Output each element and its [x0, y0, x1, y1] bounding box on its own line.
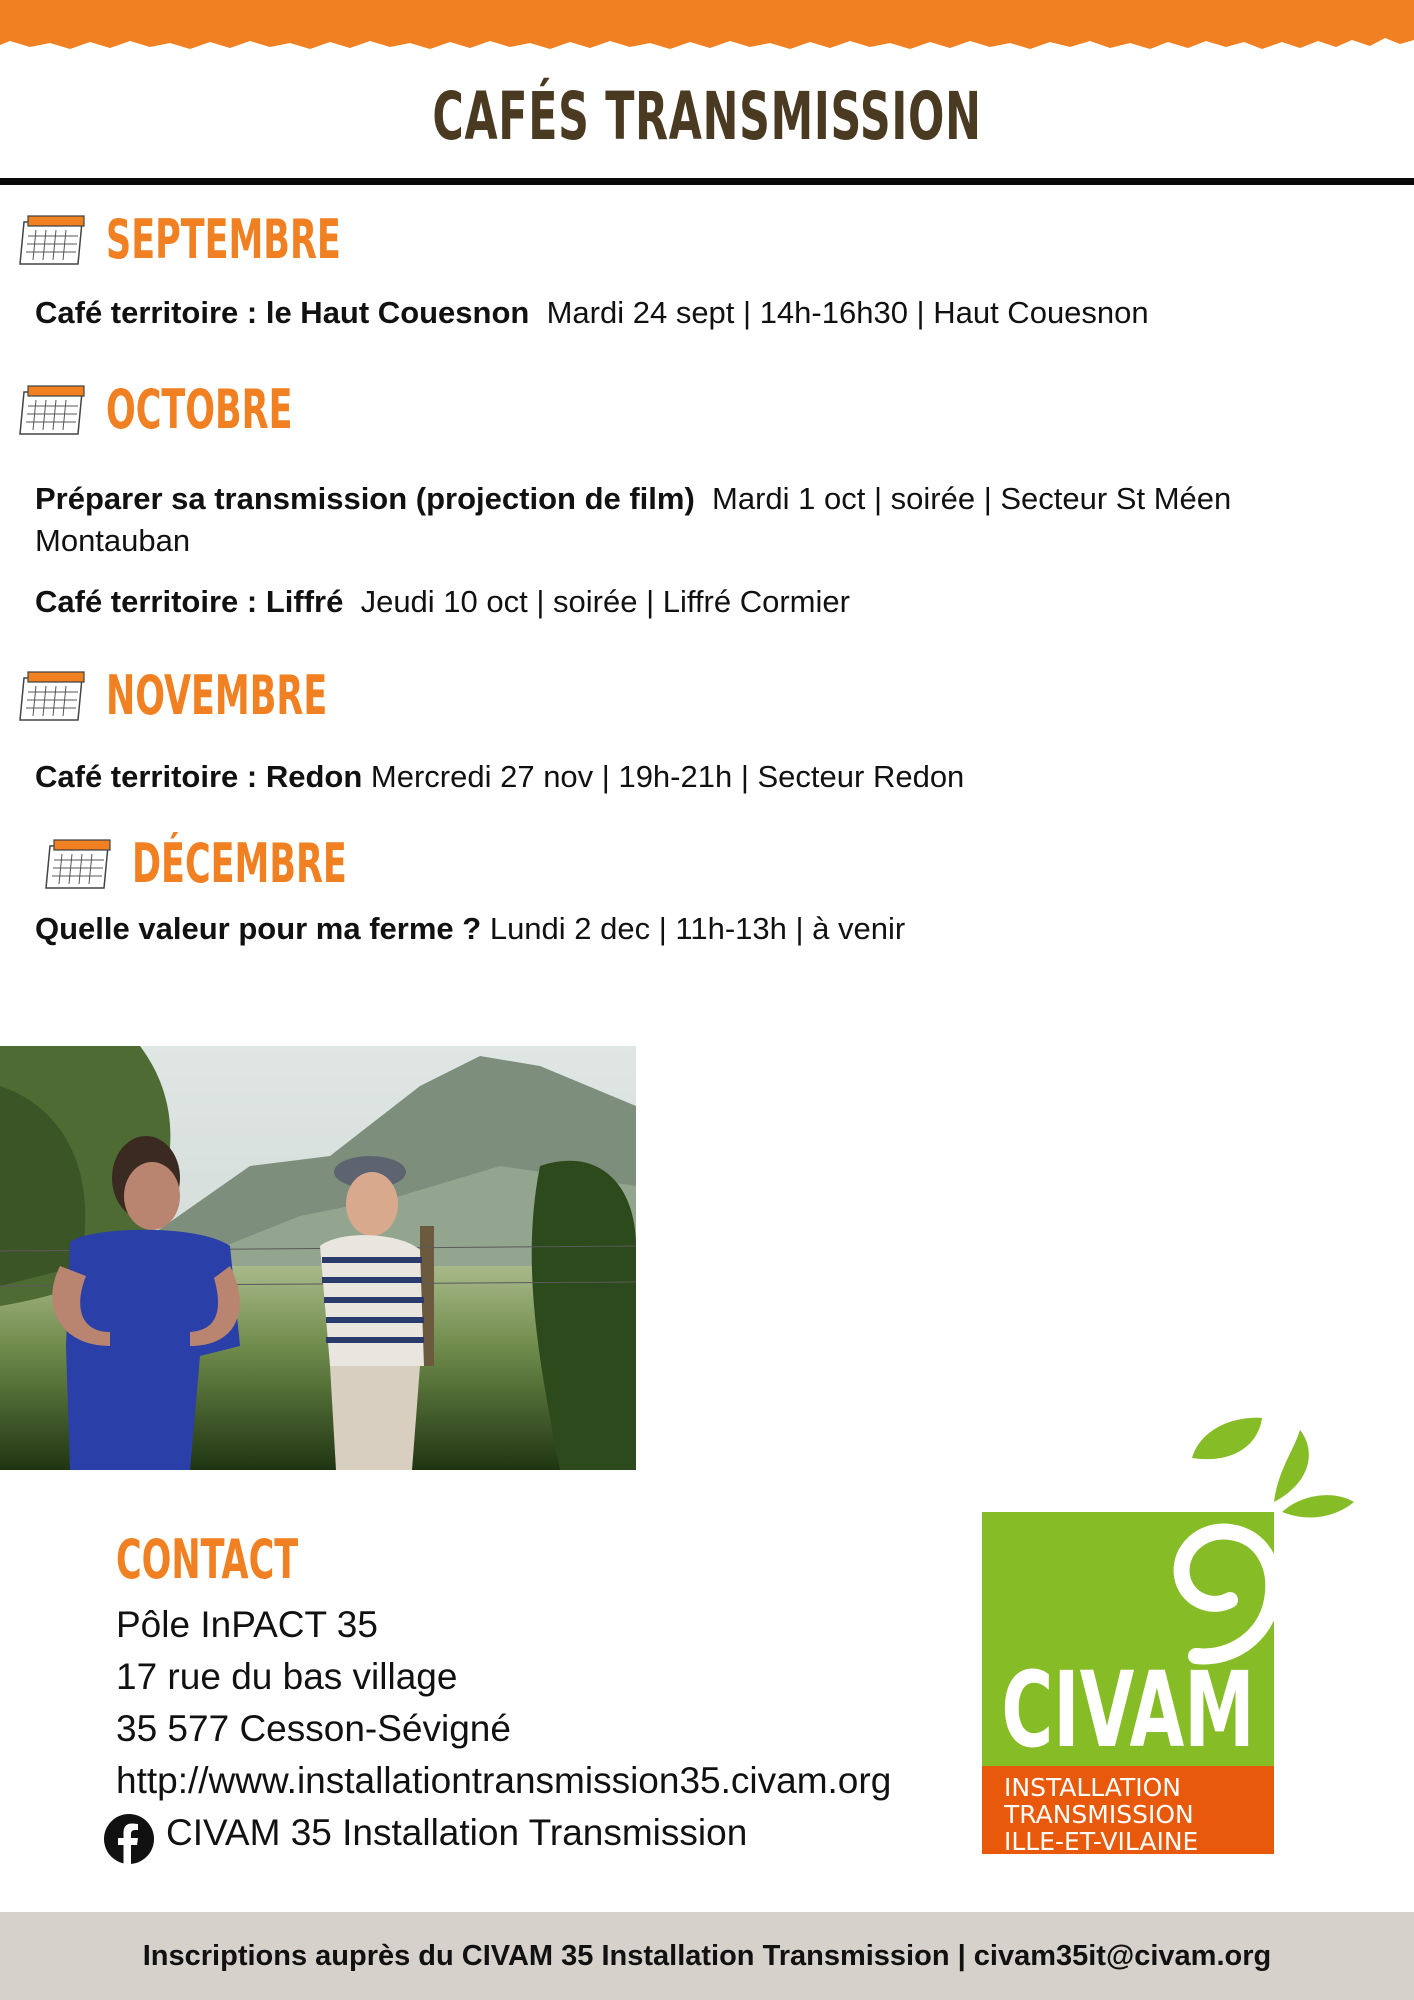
month-label: OCTOBRE — [106, 378, 293, 441]
contact-org: Pôle InPACT 35 — [116, 1604, 378, 1645]
contact-facebook-link[interactable]: CIVAM 35 Installation Transmission — [166, 1812, 748, 1853]
contact-street: 17 rue du bas village — [116, 1656, 458, 1697]
event-liffre — [35, 581, 1375, 623]
calendar-icon — [44, 836, 114, 892]
logo-line-1: INSTALLATION — [1004, 1773, 1181, 1802]
event-details: Mardi 1 oct | soirée | Secteur St Méen Montauban — [35, 481, 1232, 558]
page-title: CAFÉS TRANSMISSION — [432, 78, 982, 155]
event-details: Lundi 2 dec | 11h-13h | à venir — [489, 911, 906, 946]
contact-heading: CONTACT — [116, 1528, 299, 1591]
contact-city: 35 577 Cesson-Sévigné — [116, 1708, 511, 1749]
month-label: NOVEMBRE — [106, 664, 328, 727]
event-title: Préparer sa transmission (projection de film) — [35, 481, 695, 516]
month-heading-novembre — [18, 664, 413, 727]
title-divider — [0, 178, 1414, 185]
civam-logo — [982, 1410, 1354, 1856]
month-heading-octobre — [18, 378, 365, 441]
month-label: DÉCEMBRE — [132, 832, 347, 895]
month-heading-septembre — [18, 208, 432, 271]
event-details: Mercredi 27 nov | 19h-21h | Secteur Redon — [370, 759, 965, 794]
footer-text: Inscriptions auprès du CIVAM 35 Installation Transmission | civam35it@civam.org — [142, 1939, 1272, 1972]
event-preparer-transmission — [35, 478, 1375, 562]
logo-line-2: TRANSMISSION — [1004, 1800, 1194, 1829]
contact-website-link[interactable]: http://www.installationtransmission35.civam.org — [116, 1760, 892, 1801]
calendar-icon — [18, 212, 88, 268]
event-title: Quelle valeur pour ma ferme ? — [35, 911, 482, 946]
torn-paper-banner — [0, 0, 1414, 60]
event-title: Café territoire : le Haut Couesnon — [35, 295, 530, 330]
event-redon — [35, 756, 1375, 798]
event-valeur-ferme — [35, 908, 1375, 950]
calendar-icon — [18, 382, 88, 438]
logo-line-3: ILLE-ET-VILAINE — [1004, 1827, 1199, 1856]
event-details: Mardi 24 sept | 14h-16h30 | Haut Couesnon — [546, 295, 1149, 330]
event-title: Café territoire : Liffré — [35, 584, 344, 619]
month-label: SEPTEMBRE — [106, 208, 341, 271]
event-title: Café territoire : Redon — [35, 759, 363, 794]
event-details: Jeudi 10 oct | soirée | Liffré Cormier — [360, 584, 850, 619]
month-heading-decembre — [44, 832, 430, 895]
logo-wordmark: CIVAM — [1001, 1648, 1255, 1771]
event-haut-couesnon — [35, 292, 1375, 334]
farmers-photo — [0, 1046, 636, 1470]
calendar-icon — [18, 668, 88, 724]
facebook-icon[interactable] — [104, 1814, 154, 1864]
footer-bar — [0, 1912, 1414, 2000]
